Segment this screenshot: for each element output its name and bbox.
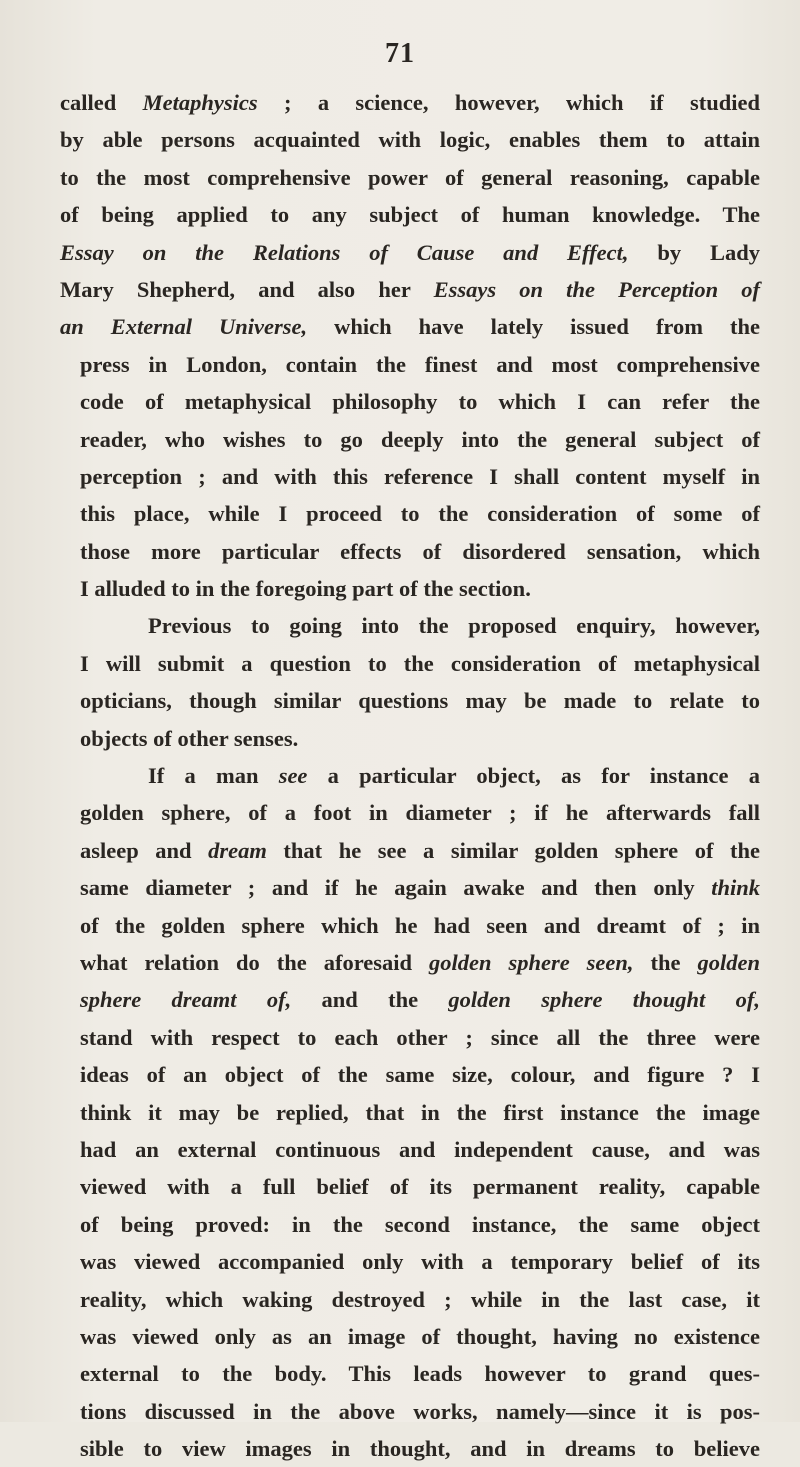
text-run: the [633,949,698,975]
text-run: I alluded to in the foregoing part of the section. [80,576,531,602]
text-run: code of metaphysical philosophy to which I can refer the [80,389,760,415]
text-run: of being applied to any subject of human knowledge. The [60,202,760,228]
italic-text: golden sphere seen, [429,949,634,975]
text-line [60,159,760,196]
text-line [60,944,760,981]
text-run: objects of other senses. [80,725,299,751]
text-line [60,869,760,906]
text-run: this place, while I proceed to the consideration of some of [80,501,760,527]
text-line [60,720,760,757]
text-run: tions discussed in the above works, namely—since it is pos- [80,1398,760,1424]
text-line [60,682,760,719]
text-line [60,458,760,495]
text-run: ideas of an object of the same size, colour, and figure ? I [80,1062,760,1088]
text-line [60,1281,760,1318]
text-run: sible to view images in thought, and in dreams to believe [80,1436,760,1462]
text-line [60,1318,760,1355]
text-line [60,832,760,869]
text-run: which have lately issued from the [307,314,760,340]
text-line [60,1393,760,1430]
page-number: 71 [385,38,415,69]
text-line [60,1056,760,1093]
text-line [60,1131,760,1168]
text-run: of being proved: in the second instance, the same object [80,1211,760,1237]
text-run: If a man [148,763,279,789]
text-line [60,1355,760,1392]
text-run: perception ; and with this reference I shall content myself in [80,463,760,489]
text-run: was viewed accompanied only with a temporary belief of its [80,1249,760,1275]
text-run: asleep and [80,837,209,863]
text-line [60,607,760,644]
text-line [60,533,760,570]
text-line [60,196,760,233]
italic-text: sphere dreamt of, [80,987,292,1013]
text-run: reader, who wishes to go deeply into the general subject of [80,426,760,452]
text-run: by able persons acquainted with logic, enables them to attain [60,127,760,153]
text-run: reality, which waking destroyed ; while in the last case, it [80,1286,760,1312]
text-line [60,1243,760,1280]
italic-text: dream [208,837,267,863]
text-line [60,1094,760,1131]
text-run: those more particular effects of disordered sensation, which [80,538,760,564]
text-line [60,1430,760,1467]
text-run: was viewed only as an image of thought, having no existence [80,1323,760,1349]
text-run: what relation do the aforesaid [80,949,429,975]
text-run: viewed with a full belief of its permanent reality, capable [80,1174,760,1200]
italic-text: an External Universe, [60,314,308,340]
text-run: and the [291,987,449,1013]
italic-text: Essays on the Perception of [433,276,760,302]
text-run: ; a science, however, which if studied [257,90,760,115]
text-line [60,907,760,944]
text-line [60,84,760,121]
text-line [60,1168,760,1205]
text-run: a particular object, as for instance a [307,763,760,789]
text-line [60,308,760,345]
text-run: golden sphere, of a foot in diameter ; if he afterwards fall [80,800,760,826]
text-line [60,570,760,607]
body-text [60,84,760,1467]
text-run: same diameter ; and if he again awake and then only [80,875,712,901]
text-line [60,794,760,831]
italic-text: think [711,875,760,901]
text-line [60,1019,760,1056]
italic-text: see [278,763,308,789]
text-line [60,757,760,794]
text-run: had an external continuous and independent cause, and was [80,1136,760,1162]
text-run: external to the body. This leads however to grand ques- [80,1361,760,1387]
text-line [60,271,760,308]
text-run: called [60,90,143,115]
text-run: think it may be replied, that in the first instance the image [80,1099,760,1125]
text-line [60,495,760,532]
text-line [60,121,760,158]
text-line [60,383,760,420]
text-line [60,981,760,1018]
text-line [60,346,760,383]
text-run: press in London, contain the finest and most comprehensive [80,351,760,377]
italic-text: Essay on the Relations of Cause and Effect, [60,239,629,265]
text-line [60,1206,760,1243]
text-line [60,234,760,271]
text-run: Mary Shepherd, and also her [60,276,434,302]
text-run: I will submit a question to the consideration of metaphysical [80,650,760,676]
text-run: stand with respect to each other ; since all the three were [80,1024,760,1050]
text-run: opticians, though similar questions may be made to relate to [80,688,760,714]
text-run: by Lady [628,239,760,265]
text-line [60,645,760,682]
text-run: Previous to going into the proposed enquiry, however, [148,613,760,639]
text-run: of the golden sphere which he had seen and dreamt of ; in [80,912,760,938]
italic-text: golden [697,949,761,975]
text-run: to the most comprehensive power of general reasoning, capable [60,164,760,190]
text-line [60,421,760,458]
text-run: that he see a similar golden sphere of the [266,837,760,863]
italic-text: Metaphysics [142,90,258,115]
italic-text: golden sphere thought of, [448,987,760,1013]
